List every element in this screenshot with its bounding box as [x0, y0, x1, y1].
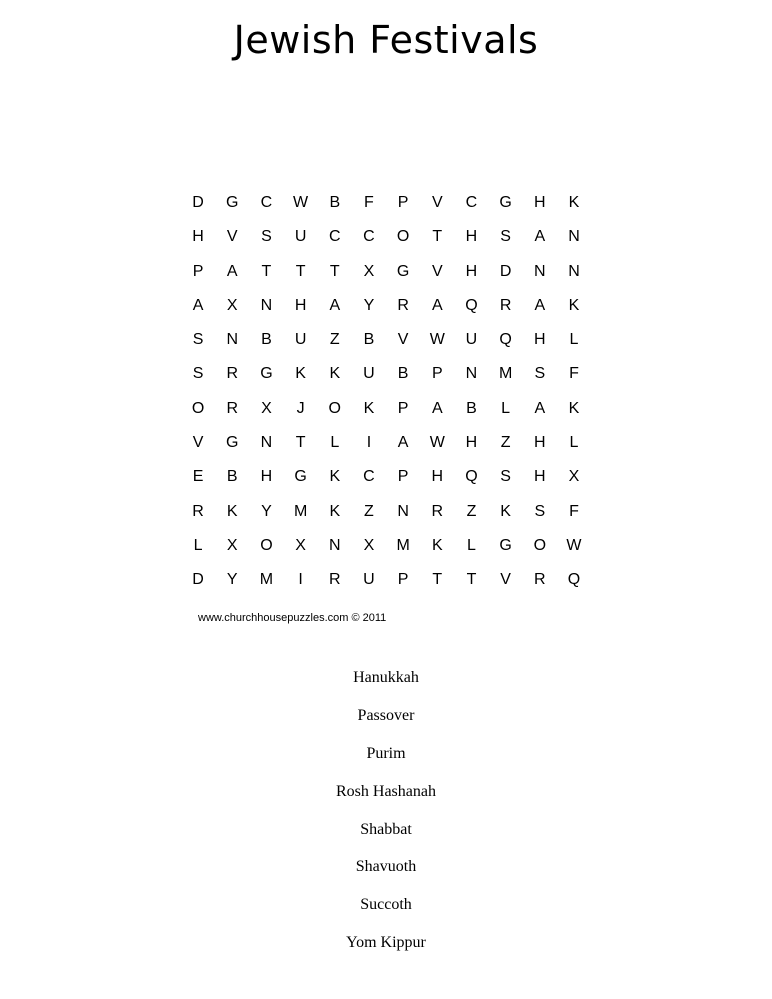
grid-letter: B — [261, 331, 272, 349]
word-list-item: Rosh Hashanah — [336, 782, 436, 800]
grid-letter: Z — [329, 331, 340, 349]
grid-letter: X — [363, 262, 375, 280]
grid-row — [181, 563, 591, 597]
grid-row — [181, 426, 591, 460]
grid-letter: H — [192, 228, 204, 246]
grid-letter: A — [534, 399, 546, 417]
grid-letter: M — [498, 365, 513, 383]
grid-row — [181, 323, 591, 357]
grid-row — [181, 529, 591, 563]
grid-letter: N — [328, 536, 341, 554]
grid-letter: P — [192, 262, 204, 280]
grid-letter: H — [534, 468, 546, 486]
grid-letter: R — [499, 296, 512, 314]
grid-letter: P — [397, 468, 409, 486]
grid-letter: N — [260, 434, 273, 452]
grid-letter: T — [261, 262, 272, 280]
grid-letter: H — [465, 262, 478, 280]
grid-letter: O — [396, 228, 410, 246]
grid-row — [181, 220, 591, 254]
grid-letter: R — [328, 571, 341, 589]
grid-letter: S — [192, 331, 204, 349]
grid-letter: H — [534, 331, 546, 349]
grid-letter: N — [568, 262, 580, 280]
grid-letter: Z — [500, 434, 511, 452]
grid-letter: A — [534, 296, 546, 314]
grid-letter: X — [261, 399, 272, 417]
grid-letter: K — [431, 536, 443, 554]
word-list-item: Succoth — [360, 896, 412, 914]
grid-letter: O — [260, 536, 273, 554]
word-list-item: Yom Kippur — [346, 934, 426, 952]
grid-letter: C — [363, 228, 375, 246]
grid-letter: V — [226, 228, 238, 246]
grid-letter: T — [466, 571, 477, 589]
grid-letter: C — [328, 228, 341, 246]
grid-letter: F — [569, 365, 579, 383]
grid-letter: U — [363, 365, 375, 383]
grid-letter: T — [432, 571, 443, 589]
grid-letter: K — [500, 502, 511, 520]
word-list-item: Shavuoth — [355, 858, 417, 876]
grid-letter: A — [329, 296, 341, 314]
grid-letter: H — [431, 468, 444, 486]
grid-letter: Z — [466, 502, 477, 520]
grid-letter: K — [329, 468, 341, 486]
grid-letter: H — [534, 434, 546, 452]
grid-row — [181, 255, 591, 289]
grid-letter: Y — [226, 571, 238, 589]
grid-letter: R — [397, 296, 409, 314]
grid-letter: S — [261, 228, 272, 246]
word-list-item: Passover — [357, 706, 415, 724]
copyright-notice: www.churchhousepuzzles.com © 2011 — [198, 612, 387, 624]
grid-letter: P — [431, 365, 443, 383]
grid-letter: U — [465, 331, 478, 349]
grid-letter: A — [431, 296, 443, 314]
grid-letter: V — [397, 331, 409, 349]
grid-letter: K — [226, 502, 238, 520]
grid-letter: C — [260, 194, 273, 211]
grid-letter: A — [534, 228, 546, 246]
grid-letter: A — [226, 262, 238, 280]
grid-row — [181, 460, 591, 494]
grid-letter: H — [294, 296, 307, 314]
grid-letter: B — [226, 468, 238, 486]
grid-letter: B — [363, 331, 375, 349]
grid-letter: H — [260, 468, 273, 486]
grid-letter: Y — [363, 296, 375, 314]
grid-letter: I — [298, 571, 303, 589]
grid-letter: G — [396, 262, 410, 280]
grid-letter: Q — [465, 468, 478, 486]
grid-letter: H — [465, 228, 478, 246]
grid-letter: D — [499, 262, 512, 280]
grid-letter: K — [568, 194, 580, 211]
grid-letter: Q — [465, 296, 478, 314]
grid-letter: N — [465, 365, 478, 383]
grid-row — [181, 289, 591, 323]
grid-letter: G — [294, 468, 307, 486]
grid-letter: R — [534, 571, 546, 589]
grid-letter: D — [192, 571, 204, 589]
grid-letter: K — [363, 399, 375, 417]
grid-letter: X — [568, 468, 580, 486]
word-list-item: Purim — [366, 744, 406, 762]
grid-letter: R — [431, 502, 444, 520]
grid-letter: W — [429, 331, 445, 349]
grid-letter: G — [499, 536, 512, 554]
grid-letter: L — [330, 434, 340, 452]
grid-letter: R — [192, 502, 204, 520]
grid-letter: R — [226, 399, 239, 417]
grid-letter: V — [431, 194, 443, 211]
grid-letter: K — [568, 399, 580, 417]
grid-letter: T — [295, 262, 306, 280]
grid-letter: K — [329, 365, 341, 383]
grid-letter: Q — [499, 331, 512, 349]
grid-letter: X — [295, 536, 306, 554]
grid-letter: K — [329, 502, 341, 520]
grid-letter: T — [432, 228, 443, 246]
grid-letter: A — [397, 434, 409, 452]
grid-letter: U — [294, 228, 307, 246]
grid-letter: Z — [364, 502, 374, 520]
grid-letter: S — [534, 502, 546, 520]
page-title: Jewish Festivals — [233, 18, 539, 62]
grid-letter: U — [294, 331, 307, 349]
grid-letter: K — [568, 296, 580, 314]
grid-letter: X — [363, 536, 375, 554]
grid-letter: O — [533, 536, 547, 554]
grid-letter: R — [226, 365, 239, 383]
grid-letter: G — [226, 434, 239, 452]
grid-letter: A — [192, 296, 204, 314]
grid-letter: U — [363, 571, 375, 589]
grid-letter: X — [226, 296, 238, 314]
grid-letter: H — [534, 194, 546, 211]
grid-letter: W — [429, 434, 445, 452]
grid-letter: M — [259, 571, 274, 589]
grid-letter: N — [226, 331, 239, 349]
grid-letter: B — [397, 365, 409, 383]
grid-letter: S — [192, 365, 204, 383]
grid-letter: B — [329, 194, 341, 211]
grid-letter: F — [364, 194, 374, 211]
grid-letter: Q — [567, 571, 581, 589]
grid-letter: C — [363, 468, 375, 486]
grid-letter: N — [397, 502, 409, 520]
grid-letter: S — [500, 228, 511, 246]
grid-letter: H — [465, 434, 478, 452]
word-list-item: Hanukkah — [353, 669, 419, 686]
grid-letter: E — [192, 468, 204, 486]
grid-letter: T — [295, 434, 306, 452]
grid-letter: G — [260, 365, 273, 383]
grid-row — [181, 392, 591, 426]
grid-letter: A — [431, 399, 443, 417]
grid-letter: L — [569, 434, 579, 452]
grid-letter: M — [293, 502, 308, 520]
grid-letter: S — [500, 468, 511, 486]
grid-letter: O — [191, 399, 205, 417]
grid-letter: K — [295, 365, 306, 383]
grid-letter: M — [396, 536, 410, 554]
grid-letter: B — [466, 399, 477, 417]
grid-letter: L — [569, 331, 579, 349]
grid-letter: G — [499, 194, 512, 211]
grid-letter: N — [260, 296, 273, 314]
grid-letter: C — [465, 194, 478, 211]
grid-letter: L — [467, 536, 476, 554]
grid-letter: P — [397, 571, 409, 589]
grid-letter: V — [431, 262, 443, 280]
grid-letter: S — [534, 365, 546, 383]
grid-letter: O — [328, 399, 341, 417]
grid-letter: P — [397, 399, 409, 417]
grid-letter: D — [192, 194, 204, 211]
grid-letter: J — [296, 399, 305, 417]
grid-letter: L — [501, 399, 511, 417]
word-list — [0, 667, 772, 970]
grid-row — [181, 186, 591, 220]
grid-letter: F — [569, 502, 579, 520]
grid-row — [181, 357, 591, 391]
grid-letter: N — [568, 228, 580, 246]
grid-letter: P — [397, 194, 409, 211]
grid-letter: X — [226, 536, 238, 554]
word-list-item: Shabbat — [360, 820, 412, 838]
word-search-grid — [181, 186, 591, 598]
grid-row — [181, 495, 591, 529]
grid-letter: I — [366, 434, 372, 452]
grid-letter: W — [293, 194, 309, 211]
grid-letter: T — [329, 262, 340, 280]
grid-letter: W — [566, 536, 582, 554]
grid-letter: V — [192, 434, 204, 452]
grid-letter: Y — [261, 502, 272, 520]
grid-letter: V — [500, 571, 511, 589]
grid-letter: G — [226, 194, 239, 211]
grid-letter: L — [193, 536, 203, 554]
grid-letter: N — [534, 262, 546, 280]
